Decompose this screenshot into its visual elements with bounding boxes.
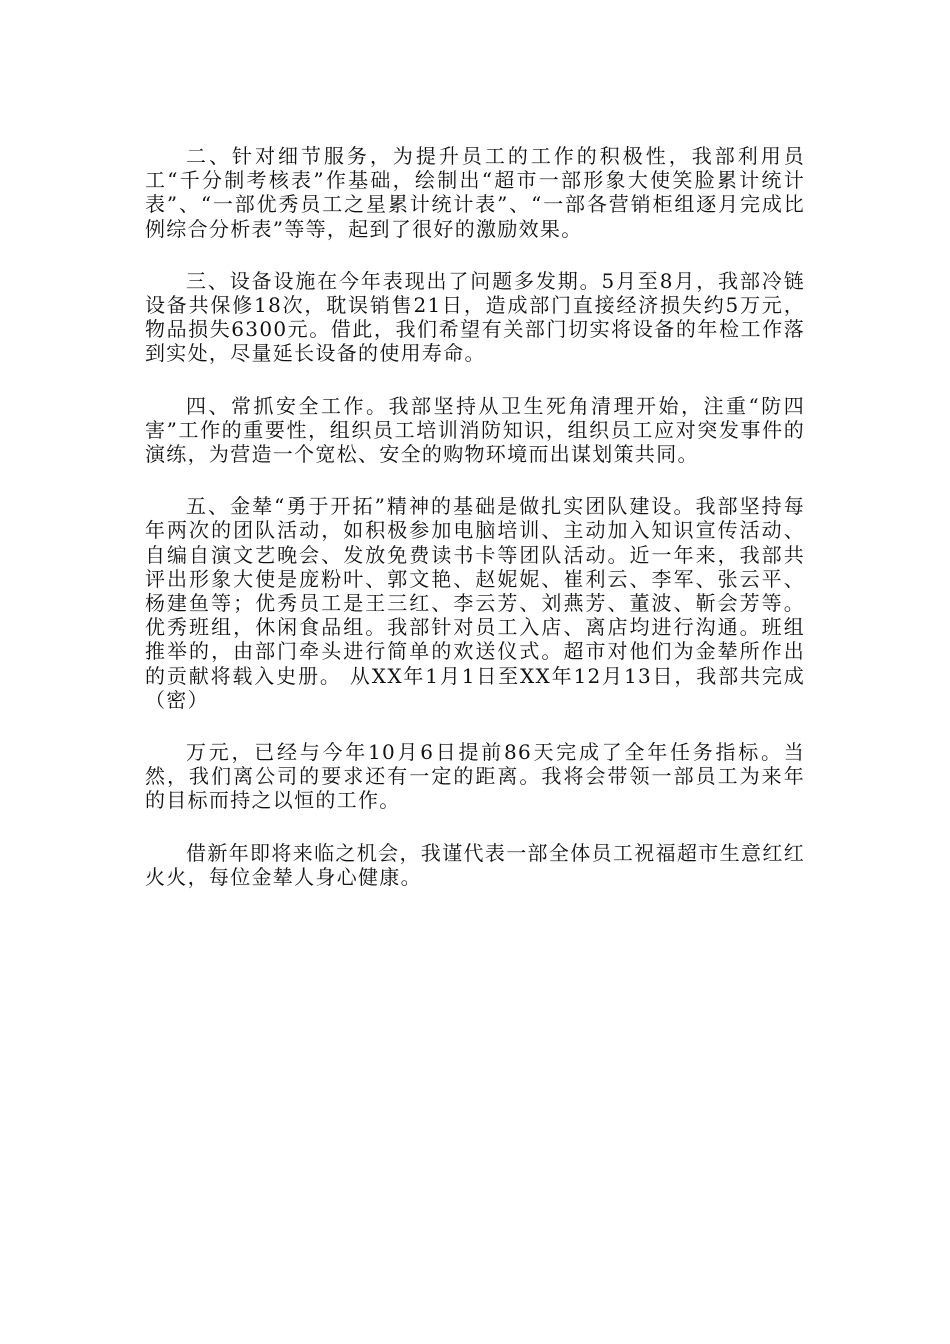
paragraph-new-year-wishes: 借新年即将来临之机会，我谨代表一部全体员工祝福超市生意红红火火，每位金辇人身心健康。 [145, 840, 805, 889]
paragraph-5-team-building: 五、金辇“勇于开拓”精神的基础是做扎实团队建设。我部坚持每年两次的团队活动，如积极参加电脑培训、主动加入知识宣传活动、自编自演文艺晚会、发放免费读书卡等团队活动。近一年来，我部共评出形象大使是庞粉叶、郭文艳、赵妮妮、崔利云、李军、张云平、杨建鱼等；优秀员工是王三红、李云芳、刘燕芳、董波、靳会芳等。优秀班组，休闲食品组。我部针对员工入店、离店均进行沟通。班组推举的，由部门牵头进行简单的欢送仪式。超市对他们为金辇所作出的贡献将载入史册。 从XX年1月1日至XX年12月13日，我部共完成（密） [145, 494, 805, 712]
paragraph-annual-target: 万元，已经与今年10月6日提前86天完成了全年任务指标。当然，我们离公司的要求还有一定的距离。我将会带领一部员工为来年的目标而持之以恒的工作。 [145, 740, 805, 813]
paragraph-3-equipment: 三、设备设施在今年表现出了问题多发期。5月至8月，我部冷链设备共保修18次，耽误销售21日，造成部门直接经济损失约5万元，物品损失6300元。借此，我们希望有关部门切实将设备的年检工作落到实处，尽量延长设备的使用寿命。 [145, 268, 805, 366]
paragraph-4-safety: 四、常抓安全工作。我部坚持从卫生死角清理开始，注重“防四害”工作的重要性，组织员工培训消防知识，组织员工应对突发事件的演练，为营造一个宽松、安全的购物环境而出谋划策共同。 [145, 393, 805, 467]
paragraph-2-detail-service: 二、针对细节服务，为提升员工的工作的积极性，我部利用员工“千分制考核表”作基础，绘制出“超市一部形象大使笑脸累计统计表”、“一部优秀员工之星累计统计表”、“一部各营销柜组逐月完成比例综合分析表”等等，起到了很好的激励效果。 [145, 144, 805, 241]
document-page [145, 144, 805, 917]
